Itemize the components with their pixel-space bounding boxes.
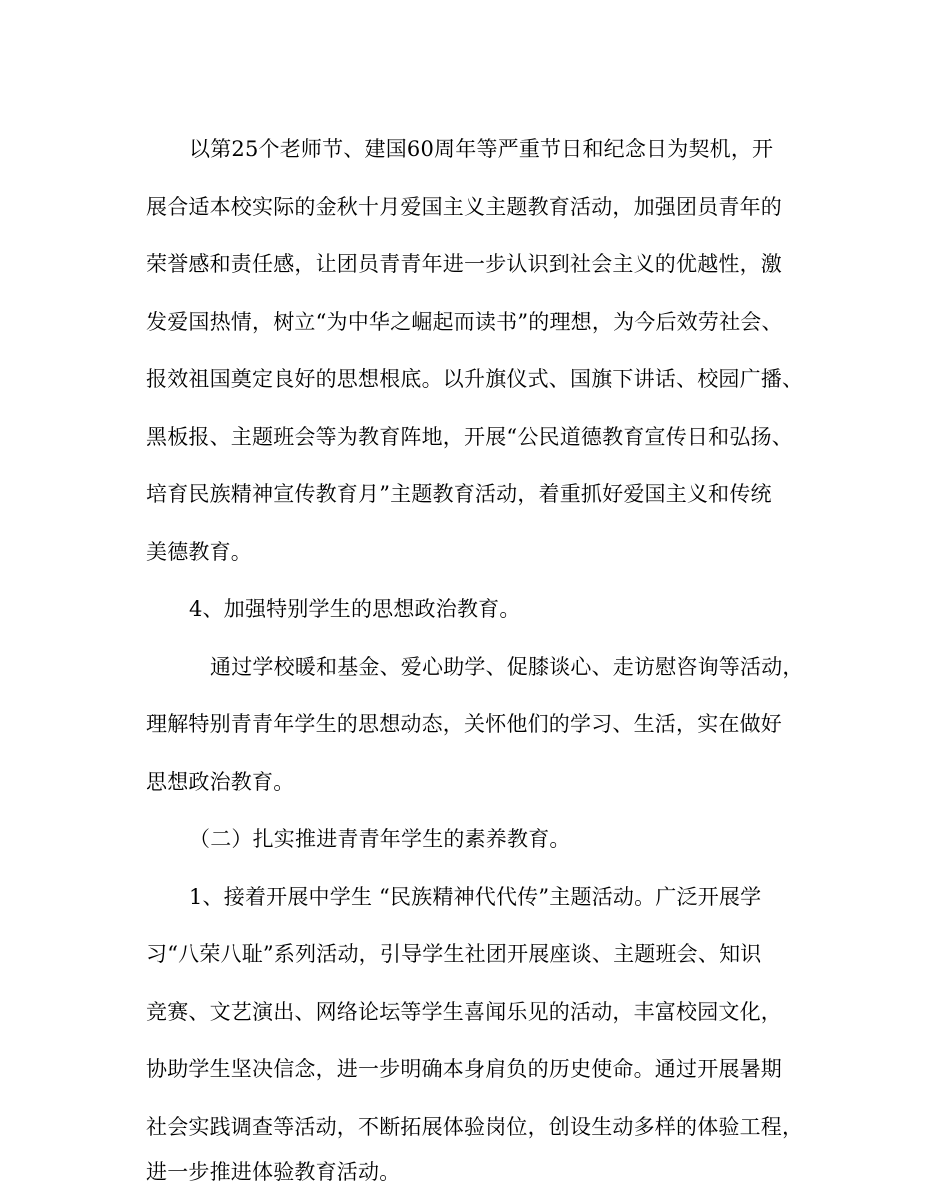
text-line: 以第25个老师节、建国60周年等严重节日和纪念日为契机，开 xyxy=(189,137,774,161)
text-line: 思想政治教育。 xyxy=(146,770,295,794)
section-heading: （二）扎实推进青青年学生的素养教育。 xyxy=(189,827,571,851)
text-line: 1、接着开展中学生 “民族精神代代传”主题活动。广泛开展学 xyxy=(189,885,762,909)
text-line: 习“八荣八耻”系列活动，引导学生社团开展座谈、主题班会、知识 xyxy=(146,942,762,966)
text-line: 荣誉感和责任感，让团员青青年进一步认识到社会主义的优越性，激 xyxy=(146,252,782,276)
text-line: 美德教育。 xyxy=(146,540,252,564)
text-line: 理解特别青青年学生的思想动态，关怀他们的学习、生活，实在做好 xyxy=(146,712,782,736)
text-line: 培育民族精神宣传教育月”主题教育活动，着重抓好爱国主义和传统 xyxy=(146,482,772,506)
text-line: 展合适本校实际的金秋十月爱国主义主题教育活动，加强团员青年的 xyxy=(146,195,782,219)
text-line: 竞赛、文艺演出、网络论坛等学生喜闻乐见的活动，丰富校园文化， xyxy=(146,1000,782,1024)
text-line: 报效祖国奠定良好的思想根底。以升旗仪式、国旗下讲话、校园广播、 xyxy=(146,367,804,391)
numbered-heading: 4、加强特别学生的思想政治教育。 xyxy=(189,597,521,621)
text-line: 进一步推进体验教育活动。 xyxy=(146,1160,401,1184)
text-line: 社会实践调查等活动，不断拓展体验岗位，创设生动多样的体验工程， xyxy=(146,1115,804,1139)
text-line: 协助学生坚决信念，进一步明确本身肩负的历史使命。通过开展暑期 xyxy=(146,1057,782,1081)
text-line: 黑板报、主题班会等为教育阵地，开展“公民道德教育宣传日和弘扬、 xyxy=(146,425,793,449)
text-line: 通过学校暖和基金、爱心助学、促膝谈心、走访慰咨询等活动， xyxy=(210,655,804,679)
text-line: 发爱国热情，树立“为中华之崛起而读书”的理想，为今后效劳社会、 xyxy=(146,310,783,334)
